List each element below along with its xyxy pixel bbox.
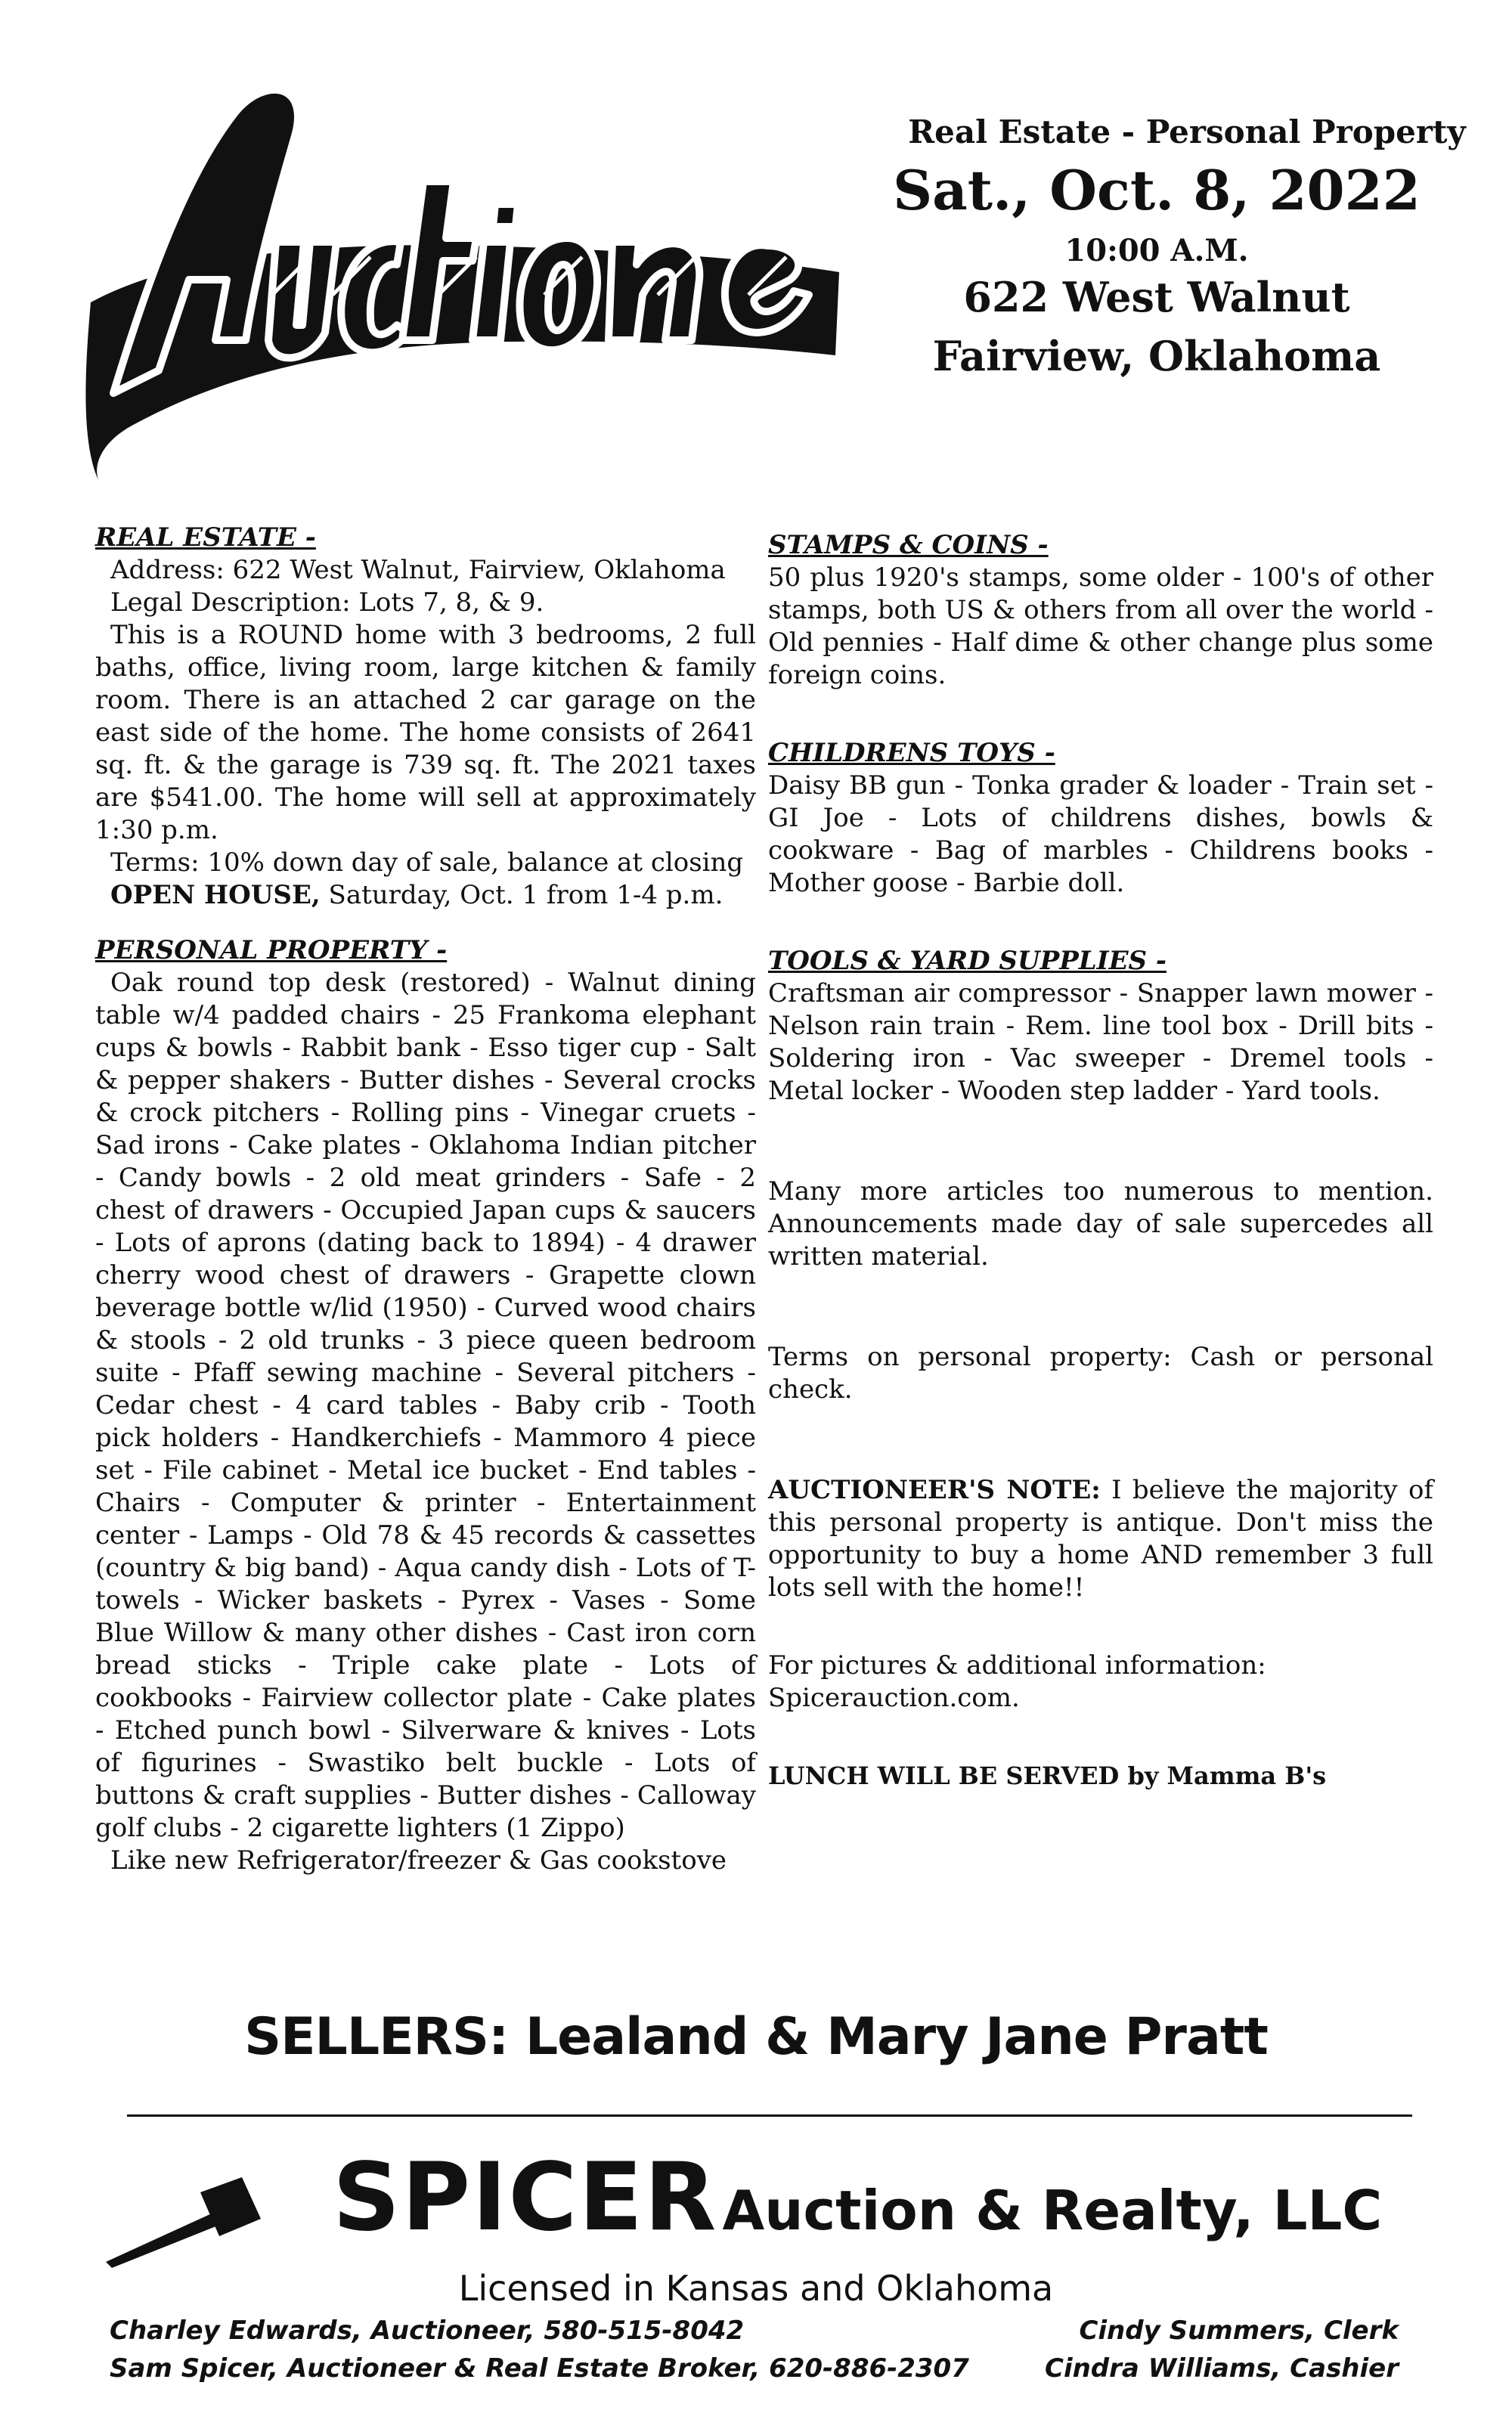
company-brand xyxy=(333,2143,1382,2252)
company-name: SPICER xyxy=(333,2143,718,2252)
sellers-line: SELLERS: Lealand & Mary Jane Pratt xyxy=(244,2007,1268,2067)
real-estate-legal: Legal Description: Lots 7, 8, & 9. xyxy=(110,587,544,618)
staff-auctioneer-2: Sam Spicer, Auctioneer & Real Estate Broker, 620-886-2307 xyxy=(110,2353,969,2384)
real-estate-heading: REAL ESTATE - xyxy=(95,522,316,553)
real-estate-terms: Terms: 10% down day of sale, balance at closing xyxy=(110,847,744,878)
stamps-coins-text: 50 plus 1920's stamps, some older - 100's of other stamps, both US & others from all over the world - Old pennies - Half dime & other change plus some foreign coins. xyxy=(768,562,1433,690)
staff-left xyxy=(110,2312,969,2387)
staff-right xyxy=(1036,2312,1399,2387)
right-column xyxy=(768,529,1433,1792)
open-house-text: Saturday, Oct. 1 from 1-4 p.m. xyxy=(320,880,723,910)
sale-city: Fairview, Oklahoma xyxy=(932,332,1381,380)
left-column xyxy=(95,522,756,1877)
auction-script-logo xyxy=(83,68,847,491)
personal-property-heading: PERSONAL PROPERTY - xyxy=(95,935,448,965)
stamps-coins-heading: STAMPS & COINS - xyxy=(768,530,1049,560)
sale-type: Real Estate - Personal Property xyxy=(908,113,1466,150)
childrens-toys-text: Daisy BB gun - Tonka grader & loader - Train set - GI Joe - Lots of childrens dishes, bowls & cookware - Bag of marbles - Childrens books - Mother goose - Barbie doll. xyxy=(768,770,1433,898)
sale-header xyxy=(839,113,1474,380)
open-house-label: OPEN HOUSE, xyxy=(110,880,321,910)
gavel-icon xyxy=(98,2177,280,2268)
personal-property-last: Like new Refrigerator/freezer & Gas cookstove xyxy=(110,1845,727,1876)
lunch-note: LUNCH WILL BE SERVED by Mamma B's xyxy=(768,1761,1327,1790)
real-estate-description: This is a ROUND home with 3 bedrooms, 2 full baths, office, living room, large kitchen & family room. There is an attached 2 car garage on the east side of the home. The home consists of 2641 sq. ft. & the garage is 739 sq. ft. The 2021 taxes are $541.00. The home will sell at approximately 1:30 p.m. xyxy=(95,620,756,845)
auctioneer-note xyxy=(768,1474,1433,1604)
personal-property-items: Oak round top desk (restored) - Walnut dining table w/4 padded chairs - 25 Frankoma elephant cups & bowls - Rabbit bank - Esso tiger cup - Salt & pepper shakers - Butter dishes - Several crocks & crock pitchers - Rolling pins - Vinegar cruets - Sad irons - Cake plates - Oklahoma Indian pitcher - Candy bowls - 2 old meat grinders - Safe - 2 chest of drawers - Occupied Japan cups & saucers - Lots of aprons (dating back to 1894) - 4 drawer cherry wood chest of drawers - Grapette clown beverage bottle w/lid (1950) - Curved wood chairs & stools - 2 old trunks - 3 piece queen bedroom suite - Pfaff sewing machine - Several pitchers - Cedar chest - 4 card tables - Baby crib - Tooth pick holders - Handkerchiefs - Mammoro 4 piece set - File cabinet - Metal ice bucket - End tables - Chairs - Computer & printer - Entertainment center - Lamps - Old 78 & 45 records & cassettes (country & big band) - Aqua candy dish - Lots of T-towels - Wicker baskets - Pyrex - Vases - Some Blue Willow & many other dishes - Cast iron corn bread sticks - Triple cake plate - Lots of cookbooks - Fairview collector plate - Cake plates - Etched punch bowl - Silverware & knives - Lots of figurines - Swastiko belt buckle - Lots of buttons & craft supplies - Butter dishes - Calloway golf clubs - 2 cigarette lighters (1 Zippo) xyxy=(95,968,756,1843)
staff-cashier: Cindra Williams, Cashier xyxy=(1045,2353,1399,2384)
sale-time: 10:00 A.M. xyxy=(1064,233,1249,268)
auctioneer-note-text: I believe the majority of this personal property is antique. Don't miss the opportunity to buy a home AND remember 3 full lots sell with the home!! xyxy=(768,1475,1434,1603)
tools-yard-heading: TOOLS & YARD SUPPLIES - xyxy=(768,946,1167,976)
company-name-sub: Auction & Realty, LLC xyxy=(722,2179,1383,2242)
more-articles-note: Many more articles too numerous to mention. Announcements made day of sale supercedes all written material. xyxy=(768,1176,1433,1272)
staff-auctioneer-1: Charley Edwards, Auctioneer, 580-515-8042 xyxy=(110,2316,745,2346)
staff-clerk: Cindy Summers, Clerk xyxy=(1079,2316,1399,2346)
childrens-toys-heading: CHILDRENS TOYS - xyxy=(768,738,1055,768)
tools-yard-text: Craftsman air compressor - Snapper lawn mower - Nelson rain train - Rem. line tool box - Drill bits - Soldering iron - Vac sweeper - Dremel tools - Metal locker - Wooden step ladder - Yard tools. xyxy=(768,978,1433,1106)
personal-terms-note: Terms on personal property: Cash or personal check. xyxy=(768,1342,1433,1405)
website: Spicerauction.com. xyxy=(768,1683,1020,1713)
divider xyxy=(127,2114,1412,2117)
pictures-info: For pictures & additional information: xyxy=(768,1650,1266,1681)
sale-address: 622 West Walnut xyxy=(963,273,1350,321)
open-house xyxy=(95,879,756,912)
sale-date: Sat., Oct. 8, 2022 xyxy=(893,158,1421,222)
auctioneer-note-label: AUCTIONEER'S NOTE: xyxy=(768,1475,1101,1505)
license-line: Licensed in Kansas and Oklahoma xyxy=(458,2268,1054,2309)
real-estate-address: Address: 622 West Walnut, Fairview, Oklahoma xyxy=(110,555,726,585)
